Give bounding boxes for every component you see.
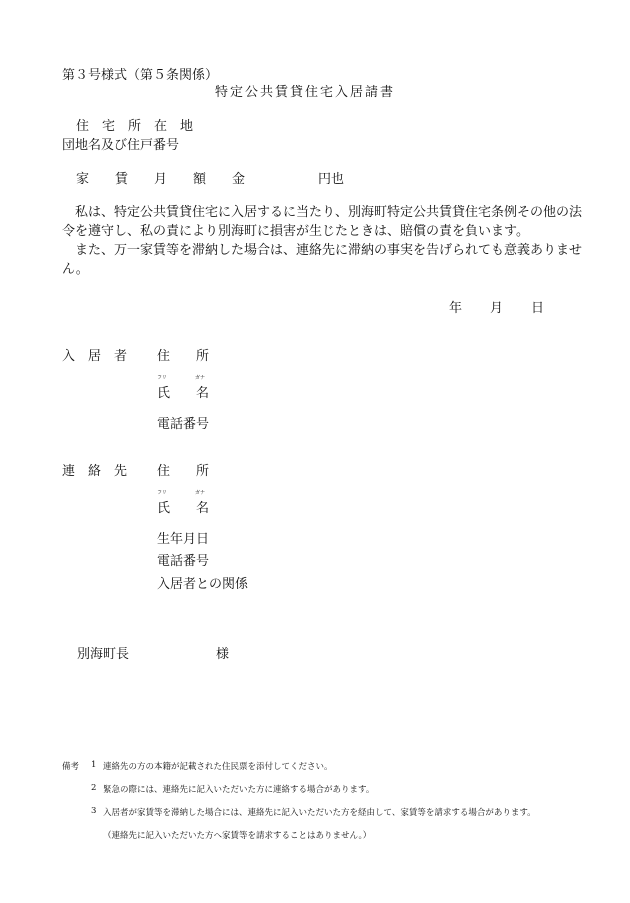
tenant-furigana-1: フリ <box>157 375 167 381</box>
note-1-text: 連絡先の方の本籍が記載された住民票を添付してください。 <box>103 762 333 772</box>
tenant-furigana-2: ガナ <box>195 375 206 381</box>
date-year: 年 <box>449 301 463 316</box>
form-number: 第３号様式（第５条関係） <box>62 68 219 83</box>
rent-unit: 円也 <box>318 172 345 187</box>
tenant-heading: 入 居 者 <box>62 349 128 364</box>
date-day: 日 <box>531 301 545 316</box>
contact-furigana-1: フリ <box>157 490 167 496</box>
pledge-paragraph-1: 私は、特定公共賃貸住宅に入居するに当たり、別海町特定公共賃貸住宅条例その他の法令を遵守し、私の責により別海町に損害が生じたときは、賠償の責を負います。 <box>62 205 583 239</box>
contact-phone-label: 電話番号 <box>157 554 210 569</box>
contact-name-label: 氏 名 <box>157 501 210 516</box>
document-title: 特定公共賃貸住宅入居請書 <box>215 85 396 100</box>
tenant-name-label: 氏 名 <box>157 386 210 401</box>
notes-label: 備考 <box>62 762 80 772</box>
note-1-number: 1 <box>91 760 97 770</box>
pledge-paragraph-2: また、万一家賃等を滞納した場合は、連絡先に滞納の事実を告げられても意義ありません。 <box>62 243 583 277</box>
addressee-honorific: 様 <box>216 647 230 662</box>
addressee-mayor: 別海町長 <box>77 647 130 662</box>
rent-label: 家 賃 月 額 金 <box>76 172 246 187</box>
note-3-number: 3 <box>91 806 97 816</box>
date-month: 月 <box>490 301 504 316</box>
contact-heading: 連 絡 先 <box>62 464 128 479</box>
contact-furigana-2: ガナ <box>195 490 206 496</box>
tenant-address-label: 住 所 <box>157 349 210 364</box>
contact-birthdate-label: 生年月日 <box>157 532 210 547</box>
pledge-text <box>62 203 582 279</box>
contact-address-label: 住 所 <box>157 464 210 479</box>
housing-location-label: 住 宅 所 在 地 <box>76 119 194 134</box>
housing-complex-label: 団地名及び住戸番号 <box>62 138 180 153</box>
note-2-text: 緊急の際には、連絡先に記入いただいた方に連絡する場合があります。 <box>103 785 375 795</box>
note-2-number: 2 <box>91 783 97 793</box>
tenant-phone-label: 電話番号 <box>157 417 210 432</box>
contact-relation-label: 入居者との関係 <box>157 577 249 592</box>
note-3-text: 入居者が家賃等を滞納した場合には、連絡先に記入いただいた方を経由して、家賃等を請求する場合があります。 <box>103 808 536 818</box>
note-3-subtext: （連絡先に記入いただいた方へ家賃等を請求することはありません。） <box>103 831 372 841</box>
